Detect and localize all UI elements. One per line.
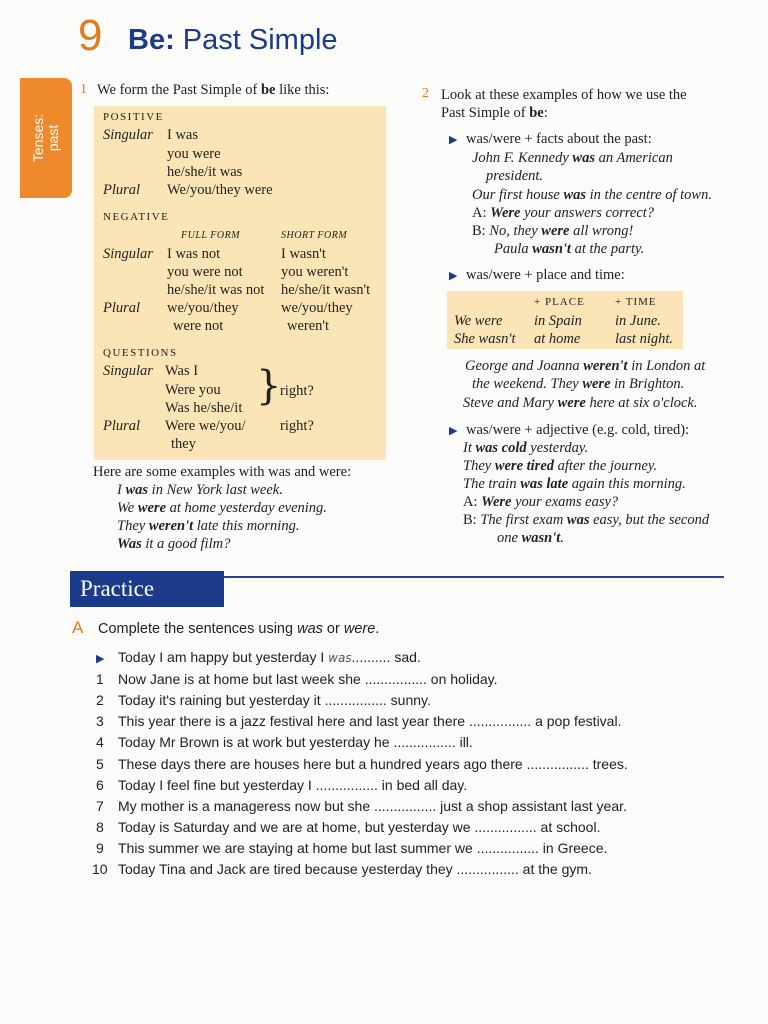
b2l2a: the weekend. They <box>472 376 583 392</box>
positive-heading: POSITIVE <box>103 111 164 123</box>
bullet3-label: was/were + adjective (e.g. cold, tired): <box>466 422 690 438</box>
pt-r1-c3: in June. <box>615 313 661 329</box>
exercise-item-after: just a shop assistant last year. <box>436 798 627 814</box>
neg-plural-label: Plural <box>103 300 141 316</box>
neg-full-2: you were not <box>167 264 243 280</box>
s2-intro-a: Past Simple of <box>441 105 530 121</box>
neg-full-1: I was not <box>167 246 221 262</box>
b3l6a: one <box>497 530 522 546</box>
ex3-c: late this morning. <box>193 518 300 534</box>
answer-blank[interactable]: ................ <box>456 861 519 877</box>
neg-plural-short-2: weren't <box>287 318 330 334</box>
b1l4a: A: <box>472 205 487 221</box>
b3-line3 <box>463 475 686 493</box>
ex2-a: We <box>117 500 138 516</box>
exercise-item <box>96 777 467 793</box>
full-form-heading: FULL FORM <box>181 230 241 241</box>
instr-c: or <box>322 621 344 637</box>
b2-line1 <box>465 357 705 375</box>
pos-singular-label: Singular <box>103 127 153 143</box>
ex3-b: weren't <box>148 518 194 534</box>
negative-heading: NEGATIVE <box>103 211 170 223</box>
example-2 <box>117 499 327 517</box>
pt-r1-c2: in Spain <box>534 313 582 329</box>
q-singular-label: Singular <box>103 363 153 379</box>
q-plural-right: right? <box>280 418 314 434</box>
example-after: sad. <box>390 649 421 665</box>
ex3-a: They <box>117 518 149 534</box>
b2-line3 <box>463 394 698 412</box>
b1-line3 <box>472 186 712 204</box>
answer-blank[interactable]: ................ <box>526 756 589 772</box>
b2l3a: Steve and Mary <box>463 395 558 411</box>
b1-line6 <box>494 240 644 258</box>
b3-line4 <box>463 493 618 511</box>
section1-intro-a: We form the Past Simple of <box>97 82 261 98</box>
b1l4b: Were <box>490 205 521 221</box>
unit-title <box>128 26 338 55</box>
bullet-arrow-icon: ▶ <box>449 425 458 437</box>
exercise-item-number: 9 <box>96 840 104 856</box>
b1-line4 <box>472 204 654 222</box>
instr-b: was <box>297 621 323 637</box>
b2l3b: were <box>557 395 586 411</box>
b1l4c: your answers correct? <box>520 205 655 221</box>
q-right: right? <box>280 383 314 399</box>
example-4 <box>117 535 230 553</box>
b1l1b: was <box>572 150 595 166</box>
example-blank: .......... <box>351 649 391 665</box>
section1-intro <box>97 81 329 99</box>
questions-heading: QUESTIONS <box>103 347 178 359</box>
exercise-item-after: in bed all day. <box>377 777 468 793</box>
unit-number: 9 <box>78 11 103 60</box>
b3l1b: was cold <box>475 440 527 456</box>
b1l6b: wasn't <box>532 241 571 257</box>
short-form-heading: SHORT FORM <box>281 230 348 241</box>
s2-intro-c: : <box>543 105 548 121</box>
bullet2-label: was/were + place and time: <box>466 267 625 283</box>
answer-blank[interactable]: ................ <box>476 840 539 856</box>
pos-row-3: he/she/it was <box>167 164 243 180</box>
ex-intro-e: : <box>347 464 352 480</box>
place-heading: + PLACE <box>534 296 585 308</box>
b1l3c: in the centre of town. <box>586 187 712 203</box>
exercise-item <box>96 798 627 814</box>
neg-short-2: you weren't <box>281 264 349 280</box>
b3-line5 <box>463 511 709 529</box>
exercise-item-before: These days there are houses here but a hundred years ago there <box>118 756 527 772</box>
b3l4a: A: <box>463 494 478 510</box>
exercise-item-number: 1 <box>96 671 104 687</box>
bullet-arrow-icon: ▶ <box>449 270 458 282</box>
exercise-item <box>96 671 498 687</box>
exercise-item-number: 5 <box>96 756 104 772</box>
ex-intro-c: and <box>290 464 319 480</box>
bullet1-label: was/were + facts about the past: <box>466 131 652 147</box>
neg-short-3: he/she/it wasn't <box>281 282 371 298</box>
b1l5d: all wrong! <box>569 223 634 239</box>
exercise-item-before: This year there is a jazz festival here and last year there <box>118 713 469 729</box>
exercise-item-after: sunny. <box>386 692 431 708</box>
b1l1a: John F. Kennedy <box>472 150 573 166</box>
exercise-instruction <box>98 621 379 637</box>
answer-blank[interactable]: ................ <box>468 713 532 729</box>
example-before: Today I am happy but yesterday I <box>118 649 329 665</box>
ex1-c: in New York last week. <box>148 482 283 498</box>
b3-line6 <box>497 529 564 547</box>
b3l5a: B: <box>463 512 477 528</box>
b3l1a: It <box>463 440 476 456</box>
side-tab-line2: past <box>45 124 61 152</box>
ex-intro-d: were <box>318 464 348 480</box>
section1-intro-b: be <box>260 82 276 98</box>
exercise-item <box>96 692 431 708</box>
q-plural-1: Were we/you/ <box>165 418 246 434</box>
b3l5b: The first exam <box>480 512 567 528</box>
neg-plural-full-1: we/you/they <box>167 300 239 316</box>
pt-r2-c3: last night. <box>615 331 674 347</box>
b1l6a: Paula <box>494 241 533 257</box>
b1-line2: president. <box>486 168 544 184</box>
b2l2c: in Brighton. <box>610 376 685 392</box>
exercise-item-before: Today I feel fine but yesterday I <box>118 777 316 793</box>
b2l3c: here at six o'clock. <box>585 395 698 411</box>
pt-r2-c2: at home <box>534 331 581 347</box>
answer-blank[interactable]: ................ <box>364 671 427 687</box>
b3l3b: was late <box>520 476 569 492</box>
b3l5c: was <box>566 512 590 528</box>
exercise-item <box>96 840 607 856</box>
brace-icon: } <box>256 363 282 409</box>
ex-intro-a: Here are some examples with <box>93 464 269 480</box>
neg-full-3: he/she/it was not <box>167 282 265 298</box>
q-plural-2: they <box>171 436 196 452</box>
example-answer: was <box>328 651 352 665</box>
b3l6c: . <box>560 530 564 546</box>
exercise-item-number: 2 <box>96 692 104 708</box>
b3l2a: They <box>463 458 495 474</box>
answer-blank[interactable]: ................ <box>324 692 387 708</box>
exercise-item-after: trees. <box>588 756 628 772</box>
b3l1c: yesterday. <box>526 440 589 456</box>
exercise-item <box>96 819 600 835</box>
exercise-item <box>96 734 473 750</box>
b1l5b: No, they <box>489 223 542 239</box>
b3l5d: easy, but the second <box>589 512 710 528</box>
exercise-item-number: 10 <box>92 861 108 877</box>
s2-intro-b: be <box>529 105 544 121</box>
b3l2c: after the journey. <box>554 458 658 474</box>
exercise-item-before: Today is Saturday and we are at home, but yesterday we <box>118 819 475 835</box>
pos-row-2: you were <box>167 146 221 162</box>
section1-number: 1 <box>80 82 87 97</box>
unit-title-rest: Past Simple <box>174 24 338 56</box>
neg-plural-short-1: we/you/they <box>281 300 353 316</box>
neg-short-1: I wasn't <box>281 246 326 262</box>
examples-intro <box>93 463 351 481</box>
ex1-a: I <box>117 482 126 498</box>
b1-line5 <box>472 222 633 240</box>
example-3 <box>117 517 299 535</box>
example-1 <box>117 481 283 499</box>
exercise-item-after: in Greece. <box>538 840 608 856</box>
exercise-item-before: Now Jane is at home but last week she <box>118 671 365 687</box>
section2-number: 2 <box>422 86 429 101</box>
q-plural-label: Plural <box>103 418 141 434</box>
exercise-item <box>96 713 621 729</box>
section2-intro-line2 <box>441 104 548 122</box>
exercise-item-after: on holiday. <box>426 671 498 687</box>
exercise-item-number: 8 <box>96 819 104 835</box>
pos-plural-row: We/you/they were <box>167 182 273 198</box>
b1l3a: Our first house <box>472 187 564 203</box>
b3l3c: again this morning. <box>568 476 686 492</box>
b1l1c: an American <box>594 150 673 166</box>
b1l5a: B: <box>472 223 486 239</box>
ex2-b: were <box>137 500 166 516</box>
unit-title-bold: Be: <box>128 24 175 56</box>
b2-line2 <box>472 375 684 393</box>
pt-r2-c1: She wasn't <box>454 331 516 347</box>
neg-plural-full-2: were not <box>173 318 224 334</box>
exercise-item-number: 6 <box>96 777 104 793</box>
exercise-item <box>92 861 592 877</box>
exercise-item-after: at the gym. <box>518 861 592 877</box>
b3l2b: were tired <box>494 458 555 474</box>
ex2-c: at home yesterday evening. <box>166 500 327 516</box>
ex-intro-b: was <box>268 464 291 480</box>
instr-e: . <box>375 621 380 637</box>
exercise-item-number: 7 <box>96 798 104 814</box>
answer-blank[interactable]: ................ <box>315 777 378 793</box>
answer-blank[interactable]: ................ <box>393 734 456 750</box>
ex4-a: Was <box>117 536 142 552</box>
exercise-item-after: ill. <box>455 734 473 750</box>
b1l3b: was <box>563 187 587 203</box>
b3l4b: Were <box>481 494 512 510</box>
q-row-1: Was I <box>165 363 199 379</box>
exercise-item-before: Today Tina and Jack are tired because yesterday they <box>118 861 457 877</box>
section1-intro-c: like this: <box>275 82 330 98</box>
pos-plural-label: Plural <box>103 182 141 198</box>
section2-intro-line1: Look at these examples of how we use the <box>441 87 687 103</box>
side-tab-label <box>20 78 72 198</box>
time-heading: + TIME <box>615 296 657 308</box>
exercise-item-number: 4 <box>96 734 104 750</box>
b1-line1 <box>472 149 673 167</box>
b2l1c: in London at <box>627 358 706 374</box>
b3l6b: wasn't <box>521 530 561 546</box>
exercise-item-before: Today it's raining but yesterday it <box>118 692 325 708</box>
ex4-b: it a good film? <box>141 536 231 552</box>
b1l5c: were <box>541 223 570 239</box>
answer-blank[interactable]: ................ <box>474 819 537 835</box>
q-row-3: Was he/she/it <box>165 400 243 416</box>
bullet-arrow-icon: ▶ <box>449 134 458 146</box>
q-row-2: Were you <box>165 382 221 398</box>
example-sentence <box>96 649 421 665</box>
exercise-item-after: a pop festival. <box>531 713 622 729</box>
b3-line2 <box>463 457 657 475</box>
practice-title: Practice <box>70 571 224 607</box>
b3l4c: your exams easy? <box>511 494 619 510</box>
b2l1b: weren't <box>583 358 628 374</box>
exercise-item <box>96 756 628 772</box>
exercise-item-before: My mother is a manageress now but she <box>118 798 375 814</box>
exercise-item-number: 3 <box>96 713 104 729</box>
neg-singular-label: Singular <box>103 246 153 262</box>
example-arrow-icon: ▶ <box>96 653 105 665</box>
b3-line1 <box>463 439 588 457</box>
b1l6c: at the party. <box>570 241 645 257</box>
b3l3a: The train <box>463 476 521 492</box>
b2l1a: George and Joanna <box>465 358 584 374</box>
exercise-item-after: at school. <box>536 819 601 835</box>
instr-a: Complete the sentences using <box>98 621 298 637</box>
exercise-item-before: This summer we are staying at home but last summer we <box>118 840 477 856</box>
pos-row-1: I was <box>167 127 199 143</box>
exercise-letter: A <box>72 618 84 637</box>
side-tab-line1: Tenses: <box>30 113 46 163</box>
answer-blank[interactable]: ................ <box>374 798 437 814</box>
pt-r1-c1: We were <box>454 313 503 329</box>
exercise-item-before: Today Mr Brown is at work but yesterday he <box>118 734 394 750</box>
instr-d: were <box>343 621 376 637</box>
ex1-b: was <box>125 482 149 498</box>
b2l2b: were <box>582 376 611 392</box>
